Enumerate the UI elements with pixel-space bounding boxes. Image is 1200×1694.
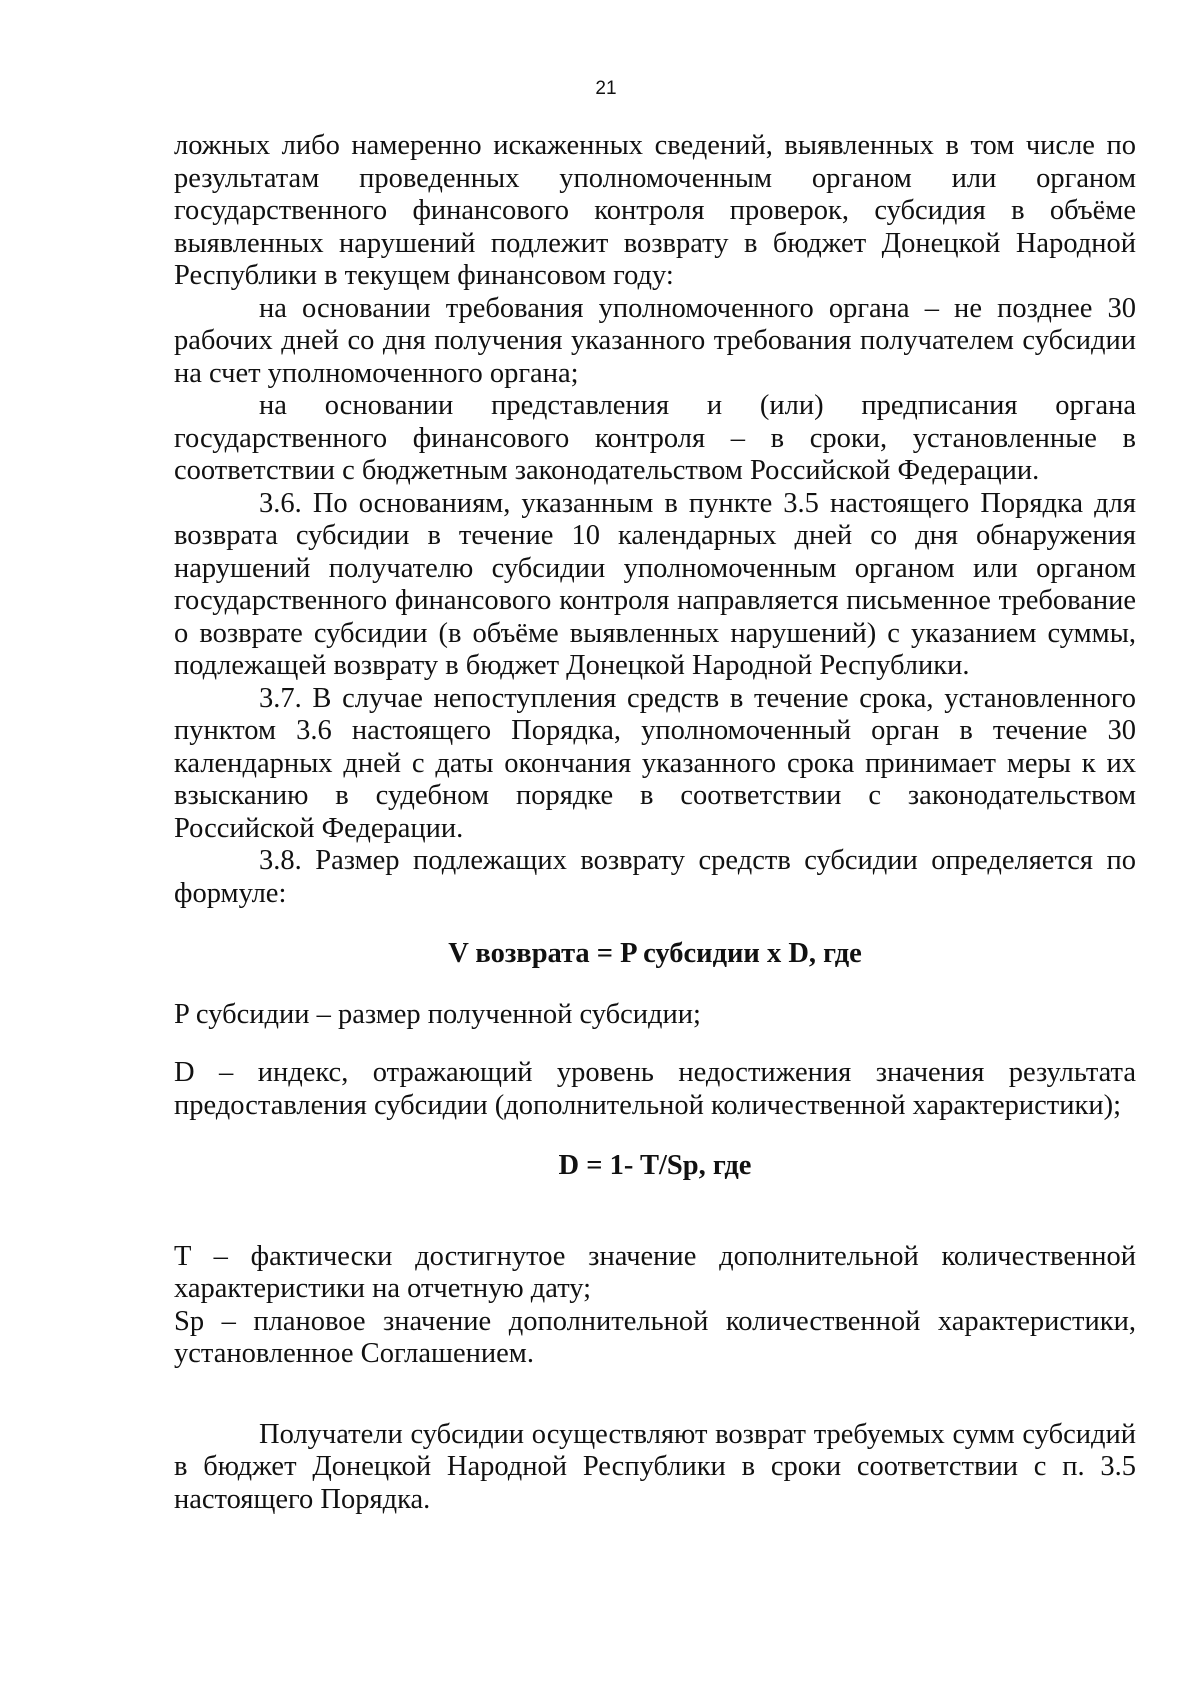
definition-t: T – фактически достигнутое значение дополнительной количественной характеристики на отчетную дату; bbox=[174, 1240, 1136, 1304]
paragraph-refund-terms: Получатели субсидии осуществляют возврат требуемых сумм субсидий в бюджет Донецкой Народной Республики в сроки соответствии с п. 3.5 настоящего Порядка. bbox=[174, 1418, 1136, 1515]
paragraph-requirement-basis: на основании требования уполномоченного органа – не позднее 30 рабочих дней со дня получения указанного требования получателем субсидии на счет уполномоченного органа; bbox=[174, 292, 1136, 389]
definition-d-index: D – индекс, отражающий уровень недостижения значения результата предоставления субсидии (дополнительной количественной характеристики); bbox=[174, 1057, 1136, 1121]
formula-refund: V возврата = P субсидии x D, где bbox=[448, 938, 862, 969]
paragraph-continuation: ложных либо намеренно искаженных сведений, выявленных в том числе по результатам проведенных уполномоченным органом или органом государственного финансового контроля проверок, субсидия в объёме выявленных нарушений подлежит возврату в бюджет Донецкой Народной Республики в текущем финансовом году: bbox=[174, 130, 1136, 291]
page-number: 21 bbox=[595, 78, 617, 99]
paragraph-3-6: 3.6. По основаниям, указанным в пункте 3.5 настоящего Порядка для возврата субсидии в течение 10 календарных дней со дня обнаружения нарушений получателю субсидии уполномоченным органом или органом государственного финансового контроля направляется письменное требование о возврате субсидии (в объёме выявленных нарушений) с указанием суммы, подлежащей возврату в бюджет Донецкой Народной Республики. bbox=[174, 487, 1136, 681]
definition-p-subsidy: P субсидии – размер полученной субсидии; bbox=[174, 998, 701, 1030]
formula-index: D = 1- T/Sp, где bbox=[558, 1150, 752, 1181]
paragraph-3-8: 3.8. Размер подлежащих возврату средств субсидии определяется по формуле: bbox=[174, 845, 1136, 909]
paragraph-3-7: 3.7. В случае непоступления средств в течение срока, установленного пунктом 3.6 настоящего Порядка, уполномоченный орган в течение 30 календарных дней с даты окончания указанного срока принимает меры к их взысканию в судебном порядке в соответствии с законодательством Российской Федерации. bbox=[174, 682, 1136, 844]
definition-sp: Sp – плановое значение дополнительной количественной характеристики, установленное Соглашением. bbox=[174, 1305, 1136, 1369]
document-body bbox=[174, 130, 1136, 1516]
paragraph-prescription-basis: на основании представления и (или) предписания органа государственного финансового контроля – в сроки, установленные в соответствии с бюджетным законодательством Российской Федерации. bbox=[174, 390, 1136, 486]
